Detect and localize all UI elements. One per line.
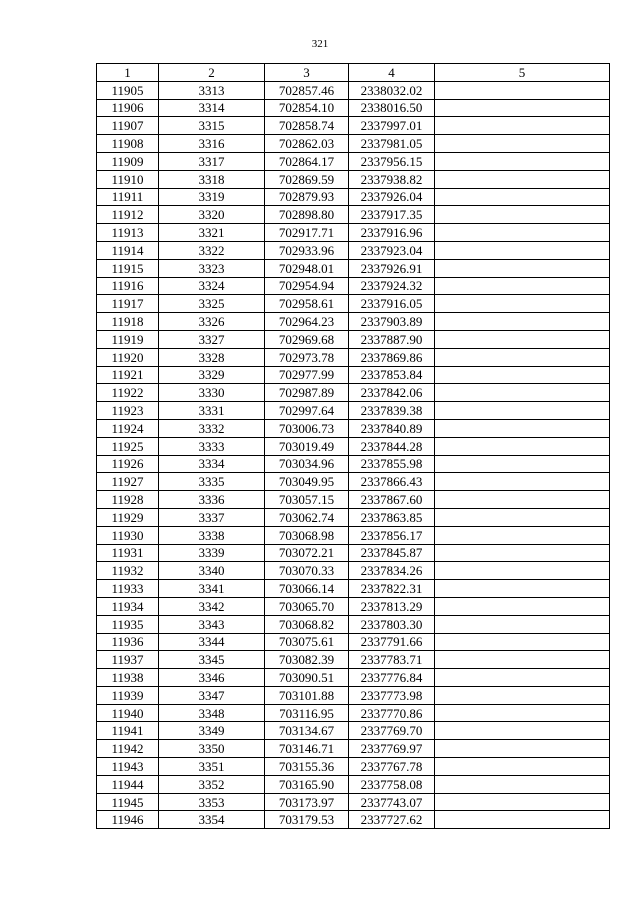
table-cell-col-3: 703034.96 [265, 455, 349, 473]
table-cell-col-5 [435, 295, 610, 313]
table-cell-col-2: 3323 [159, 259, 265, 277]
table-cell-col-5 [435, 348, 610, 366]
table-cell-col-2: 3333 [159, 437, 265, 455]
table-cell-col-2: 3325 [159, 295, 265, 313]
table-row [97, 793, 610, 811]
column-header-5: 5 [435, 64, 610, 82]
table-row [97, 544, 610, 562]
table-cell-col-3: 703116.95 [265, 704, 349, 722]
table-cell-col-3: 702898.80 [265, 206, 349, 224]
table-cell-col-5 [435, 562, 610, 580]
table-cell-col-4: 2337997.01 [349, 117, 435, 135]
table-cell-col-4: 2337903.89 [349, 313, 435, 331]
table-cell-col-3: 702987.89 [265, 384, 349, 402]
table-cell-col-5 [435, 740, 610, 758]
table-cell-col-5 [435, 419, 610, 437]
table-cell-col-4: 2337773.98 [349, 686, 435, 704]
table-cell-col-5 [435, 366, 610, 384]
table-cell-col-5 [435, 491, 610, 509]
table-cell-col-5 [435, 526, 610, 544]
table-cell-col-4: 2337917.35 [349, 206, 435, 224]
table-cell-col-1: 11939 [97, 686, 159, 704]
table-row [97, 384, 610, 402]
table-cell-col-5 [435, 384, 610, 402]
table-row [97, 562, 610, 580]
table-row [97, 686, 610, 704]
table-cell-col-1: 11934 [97, 597, 159, 615]
table-cell-col-4: 2337769.97 [349, 740, 435, 758]
table-cell-col-1: 11922 [97, 384, 159, 402]
table-cell-col-1: 11906 [97, 99, 159, 117]
table-cell-col-3: 703082.39 [265, 651, 349, 669]
table-cell-col-2: 3335 [159, 473, 265, 491]
table-row [97, 117, 610, 135]
table-cell-col-4: 2337770.86 [349, 704, 435, 722]
table-cell-col-3: 703075.61 [265, 633, 349, 651]
table-cell-col-3: 702933.96 [265, 241, 349, 259]
table-cell-col-5 [435, 722, 610, 740]
table-cell-col-4: 2337767.78 [349, 758, 435, 776]
table-cell-col-3: 703057.15 [265, 491, 349, 509]
table-cell-col-1: 11908 [97, 135, 159, 153]
table-cell-col-2: 3318 [159, 170, 265, 188]
table-cell-col-3: 703090.51 [265, 669, 349, 687]
table-cell-col-1: 11907 [97, 117, 159, 135]
table-cell-col-3: 703165.90 [265, 775, 349, 793]
table-cell-col-1: 11933 [97, 580, 159, 598]
table-cell-col-3: 703179.53 [265, 811, 349, 829]
table-cell-col-4: 2337743.07 [349, 793, 435, 811]
table-cell-col-2: 3332 [159, 419, 265, 437]
table-cell-col-4: 2337758.08 [349, 775, 435, 793]
table-cell-col-4: 2337783.71 [349, 651, 435, 669]
table-cell-col-4: 2337840.89 [349, 419, 435, 437]
page-number: 321 [311, 38, 329, 50]
table-cell-col-5 [435, 135, 610, 153]
table-cell-col-4: 2337981.05 [349, 135, 435, 153]
table-cell-col-5 [435, 170, 610, 188]
table-cell-col-3: 702858.74 [265, 117, 349, 135]
table-cell-col-5 [435, 437, 610, 455]
table-row [97, 419, 610, 437]
table-cell-col-4: 2337842.06 [349, 384, 435, 402]
table-cell-col-5 [435, 117, 610, 135]
table-cell-col-5 [435, 473, 610, 491]
table-cell-col-2: 3331 [159, 402, 265, 420]
table-row [97, 437, 610, 455]
table-cell-col-2: 3313 [159, 81, 265, 99]
table-row [97, 704, 610, 722]
table-cell-col-1: 11910 [97, 170, 159, 188]
table-cell-col-4: 2337856.17 [349, 526, 435, 544]
table-cell-col-1: 11942 [97, 740, 159, 758]
table-cell-col-2: 3345 [159, 651, 265, 669]
table-row [97, 580, 610, 598]
table-cell-col-3: 703019.49 [265, 437, 349, 455]
table-cell-col-5 [435, 580, 610, 598]
table-cell-col-3: 702954.94 [265, 277, 349, 295]
table-cell-col-3: 703070.33 [265, 562, 349, 580]
table-cell-col-2: 3334 [159, 455, 265, 473]
table-row [97, 99, 610, 117]
table-cell-col-1: 11944 [97, 775, 159, 793]
table-row [97, 295, 610, 313]
table-row [97, 259, 610, 277]
table-cell-col-4: 2337813.29 [349, 597, 435, 615]
table-cell-col-2: 3315 [159, 117, 265, 135]
table-cell-col-2: 3352 [159, 775, 265, 793]
table-row [97, 508, 610, 526]
table-cell-col-1: 11927 [97, 473, 159, 491]
column-header-3: 3 [265, 64, 349, 82]
table-cell-col-3: 702917.71 [265, 224, 349, 242]
table-cell-col-3: 702977.99 [265, 366, 349, 384]
table-cell-col-2: 3349 [159, 722, 265, 740]
table-cell-col-1: 11928 [97, 491, 159, 509]
table-cell-col-1: 11932 [97, 562, 159, 580]
table-cell-col-2: 3314 [159, 99, 265, 117]
table-cell-col-4: 2337938.82 [349, 170, 435, 188]
table-cell-col-1: 11937 [97, 651, 159, 669]
table-cell-col-4: 2337727.62 [349, 811, 435, 829]
table-cell-col-5 [435, 669, 610, 687]
table-cell-col-4: 2337845.87 [349, 544, 435, 562]
table-cell-col-3: 703155.36 [265, 758, 349, 776]
table-cell-col-1: 11924 [97, 419, 159, 437]
table-row [97, 633, 610, 651]
table-cell-col-3: 702997.64 [265, 402, 349, 420]
table-cell-col-5 [435, 633, 610, 651]
table-row [97, 330, 610, 348]
coordinates-table [96, 63, 610, 829]
table-cell-col-4: 2337867.60 [349, 491, 435, 509]
table-cell-col-4: 2337839.38 [349, 402, 435, 420]
table-cell-col-5 [435, 793, 610, 811]
table-row [97, 188, 610, 206]
table-cell-col-4: 2337803.30 [349, 615, 435, 633]
table-cell-col-5 [435, 277, 610, 295]
table-cell-col-4: 2337916.96 [349, 224, 435, 242]
table-row [97, 526, 610, 544]
table-cell-col-1: 11945 [97, 793, 159, 811]
table-cell-col-4: 2337926.91 [349, 259, 435, 277]
table-cell-col-5 [435, 152, 610, 170]
table-cell-col-5 [435, 313, 610, 331]
table-cell-col-3: 702973.78 [265, 348, 349, 366]
table-header [97, 64, 610, 82]
table-row [97, 170, 610, 188]
table-cell-col-1: 11930 [97, 526, 159, 544]
table-row [97, 152, 610, 170]
table-cell-col-4: 2337916.05 [349, 295, 435, 313]
table-cell-col-3: 703072.21 [265, 544, 349, 562]
table-cell-col-3: 702862.03 [265, 135, 349, 153]
table-cell-col-4: 2337834.26 [349, 562, 435, 580]
table-row [97, 224, 610, 242]
table-cell-col-1: 11938 [97, 669, 159, 687]
table-cell-col-1: 11916 [97, 277, 159, 295]
table-row [97, 348, 610, 366]
table-cell-col-1: 11918 [97, 313, 159, 331]
table-cell-col-2: 3348 [159, 704, 265, 722]
table-cell-col-1: 11913 [97, 224, 159, 242]
table-cell-col-5 [435, 259, 610, 277]
table-cell-col-1: 11941 [97, 722, 159, 740]
table-row [97, 758, 610, 776]
table-row [97, 473, 610, 491]
table-cell-col-4: 2337866.43 [349, 473, 435, 491]
table-cell-col-5 [435, 81, 610, 99]
table-cell-col-4: 2337863.85 [349, 508, 435, 526]
table-row [97, 775, 610, 793]
table-cell-col-3: 703049.95 [265, 473, 349, 491]
table-cell-col-2: 3344 [159, 633, 265, 651]
table-cell-col-3: 702854.10 [265, 99, 349, 117]
table-cell-col-5 [435, 241, 610, 259]
table-cell-col-5 [435, 508, 610, 526]
table-cell-col-4: 2337869.86 [349, 348, 435, 366]
table-cell-col-3: 703068.98 [265, 526, 349, 544]
table-cell-col-1: 11915 [97, 259, 159, 277]
table-cell-col-5 [435, 402, 610, 420]
table-cell-col-4: 2337924.32 [349, 277, 435, 295]
table-cell-col-2: 3317 [159, 152, 265, 170]
table-cell-col-5 [435, 455, 610, 473]
table-row [97, 455, 610, 473]
table-row [97, 811, 610, 829]
table-row [97, 241, 610, 259]
table-cell-col-2: 3339 [159, 544, 265, 562]
table-row [97, 206, 610, 224]
table-cell-col-5 [435, 597, 610, 615]
table-cell-col-4: 2337853.84 [349, 366, 435, 384]
table-cell-col-2: 3319 [159, 188, 265, 206]
table-row [97, 722, 610, 740]
table-cell-col-2: 3347 [159, 686, 265, 704]
table-cell-col-3: 703101.88 [265, 686, 349, 704]
table-row [97, 597, 610, 615]
table-cell-col-3: 703065.70 [265, 597, 349, 615]
table-row [97, 491, 610, 509]
table-cell-col-1: 11923 [97, 402, 159, 420]
table-cell-col-4: 2337956.15 [349, 152, 435, 170]
table-cell-col-5 [435, 544, 610, 562]
table-cell-col-3: 702857.46 [265, 81, 349, 99]
table-cell-col-2: 3351 [159, 758, 265, 776]
table-cell-col-1: 11905 [97, 81, 159, 99]
table-cell-col-2: 3346 [159, 669, 265, 687]
table-cell-col-5 [435, 758, 610, 776]
table-cell-col-5 [435, 615, 610, 633]
table-row [97, 669, 610, 687]
table-cell-col-1: 11935 [97, 615, 159, 633]
table-cell-col-5 [435, 704, 610, 722]
table-cell-col-4: 2337769.70 [349, 722, 435, 740]
table-cell-col-5 [435, 188, 610, 206]
table-cell-col-3: 702864.17 [265, 152, 349, 170]
table-cell-col-3: 702948.01 [265, 259, 349, 277]
table-row [97, 277, 610, 295]
table-cell-col-2: 3341 [159, 580, 265, 598]
table-cell-col-2: 3336 [159, 491, 265, 509]
table-cell-col-3: 703066.14 [265, 580, 349, 598]
table-cell-col-2: 3321 [159, 224, 265, 242]
table-cell-col-4: 2337887.90 [349, 330, 435, 348]
table-cell-col-2: 3320 [159, 206, 265, 224]
table-cell-col-2: 3338 [159, 526, 265, 544]
table-cell-col-3: 703006.73 [265, 419, 349, 437]
table-cell-col-3: 703134.67 [265, 722, 349, 740]
table-cell-col-3: 702958.61 [265, 295, 349, 313]
table-cell-col-1: 11926 [97, 455, 159, 473]
table-cell-col-1: 11940 [97, 704, 159, 722]
table-cell-col-1: 11936 [97, 633, 159, 651]
table-cell-col-4: 2338032.02 [349, 81, 435, 99]
table-cell-col-2: 3343 [159, 615, 265, 633]
table-cell-col-2: 3324 [159, 277, 265, 295]
table-cell-col-4: 2337926.04 [349, 188, 435, 206]
table-cell-col-1: 11914 [97, 241, 159, 259]
table-cell-col-1: 11911 [97, 188, 159, 206]
column-header-4: 4 [349, 64, 435, 82]
table-cell-col-1: 11920 [97, 348, 159, 366]
table-cell-col-1: 11946 [97, 811, 159, 829]
table-cell-col-4: 2337855.98 [349, 455, 435, 473]
table-cell-col-1: 11931 [97, 544, 159, 562]
table-row [97, 651, 610, 669]
table-cell-col-4: 2338016.50 [349, 99, 435, 117]
table-row [97, 313, 610, 331]
table-cell-col-5 [435, 811, 610, 829]
table-cell-col-2: 3326 [159, 313, 265, 331]
table-row [97, 135, 610, 153]
column-header-1: 1 [97, 64, 159, 82]
table-cell-col-2: 3316 [159, 135, 265, 153]
column-header-2: 2 [159, 64, 265, 82]
table-cell-col-1: 11919 [97, 330, 159, 348]
table-cell-col-3: 702869.59 [265, 170, 349, 188]
table-cell-col-4: 2337822.31 [349, 580, 435, 598]
table-cell-col-2: 3342 [159, 597, 265, 615]
table-cell-col-4: 2337791.66 [349, 633, 435, 651]
table-cell-col-2: 3353 [159, 793, 265, 811]
table-cell-col-1: 11921 [97, 366, 159, 384]
table-cell-col-5 [435, 99, 610, 117]
table-cell-col-2: 3330 [159, 384, 265, 402]
table-header-row [97, 64, 610, 82]
table-body [97, 81, 610, 828]
table-cell-col-1: 11929 [97, 508, 159, 526]
table-cell-col-3: 702964.23 [265, 313, 349, 331]
table-cell-col-5 [435, 330, 610, 348]
table-cell-col-2: 3327 [159, 330, 265, 348]
table-cell-col-5 [435, 206, 610, 224]
table-row [97, 615, 610, 633]
table-cell-col-2: 3337 [159, 508, 265, 526]
table-cell-col-1: 11909 [97, 152, 159, 170]
table-cell-col-2: 3328 [159, 348, 265, 366]
table-cell-col-5 [435, 651, 610, 669]
table-cell-col-2: 3322 [159, 241, 265, 259]
table-cell-col-2: 3340 [159, 562, 265, 580]
table-cell-col-1: 11943 [97, 758, 159, 776]
table-row [97, 740, 610, 758]
table-cell-col-2: 3350 [159, 740, 265, 758]
table-cell-col-5 [435, 224, 610, 242]
table-cell-col-3: 703173.97 [265, 793, 349, 811]
table-row [97, 402, 610, 420]
table-cell-col-3: 702879.93 [265, 188, 349, 206]
table-cell-col-3: 703068.82 [265, 615, 349, 633]
table-cell-col-1: 11925 [97, 437, 159, 455]
table-cell-col-3: 703146.71 [265, 740, 349, 758]
table-cell-col-4: 2337776.84 [349, 669, 435, 687]
table-cell-col-1: 11912 [97, 206, 159, 224]
table-cell-col-2: 3329 [159, 366, 265, 384]
table-cell-col-5 [435, 686, 610, 704]
table-cell-col-5 [435, 775, 610, 793]
table-cell-col-1: 11917 [97, 295, 159, 313]
table-cell-col-2: 3354 [159, 811, 265, 829]
table-cell-col-3: 702969.68 [265, 330, 349, 348]
table-cell-col-3: 703062.74 [265, 508, 349, 526]
table-cell-col-4: 2337844.28 [349, 437, 435, 455]
table-row [97, 366, 610, 384]
table-cell-col-4: 2337923.04 [349, 241, 435, 259]
table-row [97, 81, 610, 99]
